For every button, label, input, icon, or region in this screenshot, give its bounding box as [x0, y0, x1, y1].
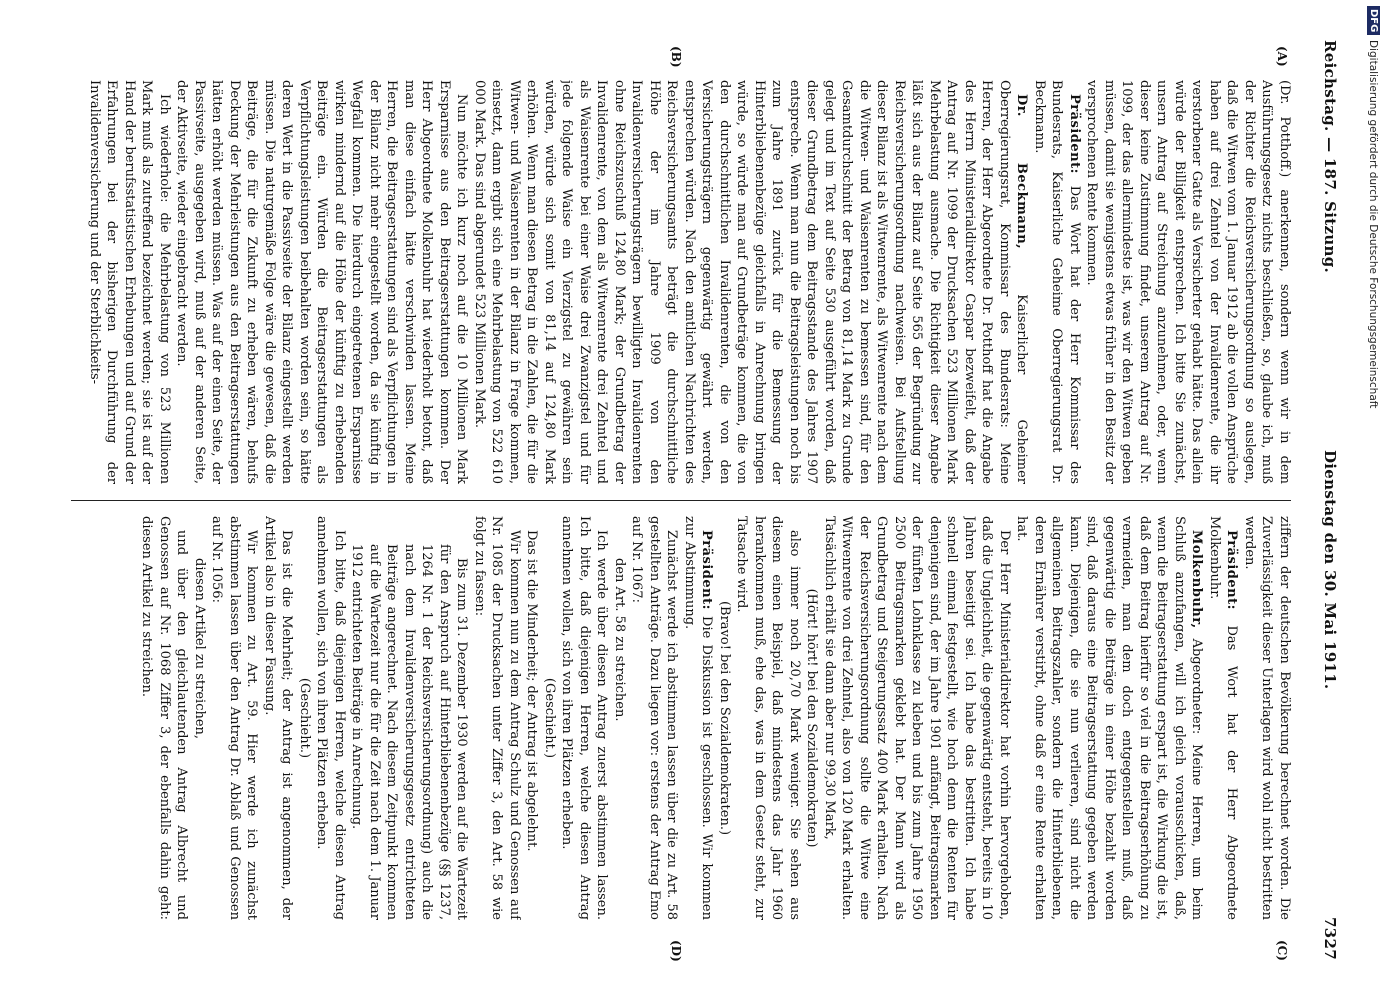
paragraph [1013, 516, 1206, 920]
motion-text: den Art. 58 zu streichen. [612, 558, 627, 722]
dfg-logo-badge: DFG [1367, 6, 1380, 35]
paragraph: Zunächst werde ich abstimmen lassen über die zu Art. 58 gestellten Anträge. Dazu liegen vor: erstens der Antrag Emo auf Nr. 1067: [629, 516, 680, 920]
page-number: 7327 [1321, 917, 1339, 960]
paragraph: ziffern der deutschen Bevölkerung berechnet worden. Die Zuverlässigkeit dieser Unterlagen wird wohl nicht bestritten werden. [1242, 516, 1292, 920]
margin-marker-c: (C) [1275, 940, 1289, 961]
margin-marker-b: (B) [669, 46, 683, 68]
motion-text: diesen Artikel zu streichen, [192, 558, 207, 740]
paragraph: also immer noch 20,70 Mark weniger. Sie sehen aus diesem einen Beispiel, daß mindestens das Jahr 1960 herankommen muß, ehe das, was in dem Gesetz steht, zur Tatsache wird. [734, 516, 802, 920]
page-header [1315, 40, 1339, 960]
paragraph [1031, 80, 1084, 484]
right-column [68, 516, 1293, 920]
paragraph: Das ist die Mehrheit; der Antrag ist angenommen, der Artikel also in dieser Fassung. [262, 516, 295, 920]
paragraph: Ich bitte, daß diejenigen Herren, welche diesen Antrag annehmen wollen, sich von ihren Plätzen erheben. [314, 516, 347, 920]
paragraph: Wir kommen zu Art. 59. Hier werde ich zunächst abstimmen lassen über den Antrag Dr. Ablaß und Genossen auf Nr. 1056: [209, 516, 260, 920]
column-divider [71, 500, 1291, 501]
paragraph-text: Die Diskussion ist geschlossen. Wir kommen zur Abstimmung. [682, 516, 715, 920]
paragraph-text: Kaiserlicher Geheimer Oberregierungsrat, Kommissar des Bundesrats: Meine Herren, der Herr Abgeordnete Dr. Potthoff hat die Angabe des Herrn Ministerialdirektor Caspar bezweifelt, daß der Antrag auf Nr. 1099 der Drucksachen 523 Millionen Mark Mehrbelastung ausmache. Die Richtigkeit dieser Angabe läßt sich aus der Bilanz auf Seite 565 der Begründung zur Reichsversicherungsordnung nachweisen. Bei Aufstellung dieser Bilanz ist als Witwenrente, als Witwenrente nach dem die Witwen- und Waisenrenten zu bemessen sind, für den Gesamtdurchschnitt der Betrag von 81,14 Mark zu Grunde gelegt und im Text auf Seite 530 ausgeführt worden, daß dieser Grundbetrag dem Beitragsstande des Jahres 1907 entspreche. Wenn man nun die Beitragsleistungen noch bis zum Jahre 1891 zurück für die Bemessung der Hinterbliebenenbezüge gleichfalls in Anrechnung bringen würde, so würde man auf Grundbeträge kommen, die von den durchschnittlichen Invalidenrenten, die von den Versicherungsträgern gegenwärtig gewährt werden, entsprechen würden. Nach den amtlichen Nachrichten des Reichsversicherungsamts beträgt die durchschnittliche Höhe der im Jahre 1909 von den Invalidenversicherungsträgern bewilligten Invalidenrenten ohne Reichszuschuß 124,80 Mark; der Grundbetrag der Invalidenrente, von dem als Witwenrente drei Zehntel und als Waisenrente bei einer Waise drei Zwanzigstel und für jede folgende Waise ein Vierzigstel zu gewähren sein würden, würde sich somit von 81,14 auf 124,80 Mark erhöhen. Wenn man diesen Betrag in die Zahlen, die für die Witwen- und Waisenrenten in der Bilanz in Frage kommen, einsetzt, dann ergibt sich eine Mehrbelastung von 522 610 000 Mark. Das sind abgerundet 523 Millionen Mark. [472, 80, 1030, 484]
paragraph: Nun möchte ich kurz noch auf die 10 Millionen Mark Ersparnisse aus den Beitragserstattungen kommen. Der Herr Abgeordnete Molkenbuhr hat wiederholt betont, daß man diese einfach hätte verschwinden lassen. Meine Herren, die Beitragserstattungen sind als Verpflichtungen in der Bilanz nicht mehr eingestellt worden, da sie künftig in Wegfall kommen. Die hierdurch eingetretenen Ersparnisse wirken mindernd auf die Höhe der künftig zu erhebenden Beiträge ein. Würden die Beitragserstattungen als Verpflichtungsleistungen beibehalten worden sein, so hätte deren Wert in die Passivseite der Bilanz eingestellt werden müssen. Die naturgemäße Folge wäre die gewesen, daß die Beiträge, die für die Zukunft zu erheben wären, behufs Deckung der Mehrleistungen aus den Beitragserstattungen hätten erhöht werden müssen. Was auf der einen Seite, der Passivseite, ausgegeben wird, muß auf der anderen Seite, der Aktivseite, wieder eingebracht werden. [174, 80, 470, 484]
interjection: (Hört! hört! bei den Sozialdemokraten) [804, 588, 820, 848]
digitization-credit: Digitalisierung gefördert durch die Deutsche Forschungsgemeinschaft [1367, 40, 1379, 409]
paragraph: Wir kommen nun zu dem Antrag Schulz und Genossen auf Nr. 1085 der Drucksachen unter Ziffer 3, den Art. 58 wie folgt zu fassen: [472, 516, 522, 920]
interjection: (Bravo! bei den Sozialdemokraten.) [717, 600, 732, 836]
speaker-continuation: (Dr. Potthoff.) [1277, 80, 1292, 178]
speaker-name: Präsident: [1067, 94, 1082, 174]
speaker-name: Dr. Beckmann, [1014, 94, 1030, 250]
header-session: Reichstag. — 187. Sitzung. [1321, 40, 1339, 274]
paragraph [1083, 80, 1293, 484]
paragraph-text: Das Wort hat der Herr Kommissar des Bundesrats, Kaiserliche Geheime Oberregierungsrat Dr. Beckmann. [1032, 80, 1082, 484]
speaker-name: Präsident: [699, 530, 715, 610]
paragraph [1206, 516, 1241, 920]
side-strip [1362, 0, 1383, 1000]
paragraph-text: anerkennen, sondern wenn wir in dem Ausführungsgesetz nichts beschließen, so, glaube ich, muß der Richter die Reichsversicherungsordnung so auslegen, daß die Witwen vom 1. Januar 1912 ab die vollen Ansprüche haben auf drei Zehntel von der Invalidenrente, die ihr verstorbener Gatte als Versicherter gehabt hätte. Das allein würde der Billigkeit entsprechen. Ich bitte Sie zunächst, unsern Antrag auf Streichung anzunehmen, oder, wenn dieser keine Zustimmung findet, unserem Antrag auf Nr. 1099, der das allermindeste ist, was wir den Witwen geben müssen, damit sie wenigstens etwas früher in den Besitz der versprochenen Rente kommen. [1084, 80, 1292, 484]
paragraph: Ich wiederhole: die Mehrbelastung von 523 Millionen Mark muß als zutreffend bezeichnet werden; sie ist auf der Hand der berufsstatistischen Erhebungen und auf Grund der Erfahrungen bei der bisherigen Durchführung der Invalidenversicherung und der Sterblichkeits- [87, 80, 172, 484]
paragraph: und über den gleichlautenden Antrag Albrecht und Genossen auf Nr. 1068 Ziffer 3, der ebenfalls dahin geht: diesen Artikel zu streichen. [139, 516, 190, 920]
motion-text: Bis zum 31. Dezember 1930 werden auf die Wartezeit für den Anspruch auf Hinterbliebenenbezüge (§§ 1237, 1264 Nr. 1 der Reichsversicherungsordnung) auch die nach dem Invalidenversicherungsgesetz entrichteten Beiträge angerechnet. Nach diesem Zeitpunkt kommen auf die Wartezeit nur die für die Zeit nach dem 1. Januar 1912 entrichteten Beiträge in Anrechnung. [349, 544, 470, 920]
header-date: Dienstag den 30. Mai 1911. [1321, 450, 1339, 690]
speaker-name: Molkenbuhr, [1189, 530, 1205, 629]
paragraph: Das ist die Minderheit; der Antrag ist abgelehnt. [524, 530, 540, 852]
speaker-name: Präsident: [1224, 530, 1240, 610]
paragraph: Ich werde über diesen Antrag zuerst abstimmen lassen. Ich bitte, daß diejenigen Herren, welche diesen Antrag annehmen wollen, sich von ihren Plätzen erheben. [559, 516, 610, 920]
margin-marker-d: (D) [669, 940, 683, 962]
interjection: (Geschieht.) [542, 677, 557, 759]
paragraph-text: Das Wort hat der Herr Abgeordnete Molkenbuhr. [1207, 516, 1240, 920]
left-column [68, 80, 1293, 484]
paragraph [471, 80, 1031, 484]
paragraph: Der Herr Ministerialdirektor hat vorhin hervorgehoben, daß die Ungleichheit, die gegenwärtig entsteht, bereits in 10 Jahren beseitigt sei. Ich habe das bestritten. Ich habe schnell einmal festgestellt, wie hoch denn die Renten für denjenigen sind, der im Jahre 1901 anfängt, Beitragsmarken der fünften Lohnklasse zu kleben und bis zum Jahre 1950 2500 Beitragsmarken geklebt hat. Der Mann wird als Grundbetrag und Steigerungssatz 400 Mark erhalten. Nach der Reichsversicherungsordnung sollte die Witwe eine Witwenrente von drei Zehntel, also von 120 Mark erhalten. Tatsächlich erhält sie dann aber nur 99,30 Mark, [822, 516, 1012, 920]
margin-marker-a: (A) [1275, 46, 1289, 67]
paragraph-text: Abgeordneter: Meine Herren, um beim Schluß anzufangen, will ich gleich vorausschicken, daß, wenn die Beitragserstattung erspart ist, die Wirkung die ist, daß dem Beitrag hierfür so viel in die Beitragserhöhung zu vermeiden, man dem doch entgegenstellen muß, daß gegenwärtig die Beiträge in einer Höhe bezahlt worden sind, daß daraus eine Beitragserstattung gegeben werden kann. Diejenigen, die sie nun verlieren, sind nicht die allgemeinen Beitragszahler, sondern die Hinterbliebenen, deren Ernährer verstirbt, ohne daß er eine Rente erhalten hat. [1014, 516, 1205, 920]
interjection: (Geschieht.) [297, 677, 312, 759]
paragraph [681, 516, 716, 920]
